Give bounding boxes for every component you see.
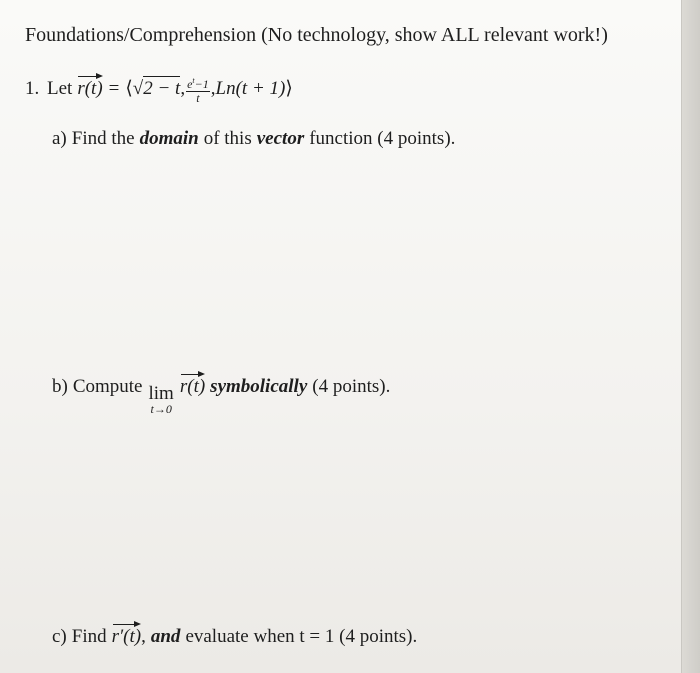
part-a-emphasis-domain: domain xyxy=(139,128,199,149)
question-number: 1. xyxy=(25,78,40,99)
limit-subscript: t→0 xyxy=(150,402,172,416)
part-c-emphasis-and: and xyxy=(150,626,181,647)
part-c-prompt xyxy=(52,622,417,648)
part-a-emphasis-vector: vector xyxy=(256,128,305,149)
open-angle-bracket: ⟨ xyxy=(125,78,133,99)
part-c-label: c) xyxy=(52,626,67,647)
part-b-label: b) xyxy=(52,376,68,397)
part-b-text-before: Compute xyxy=(72,376,143,397)
part-c-vector-r-prime-of-t: r′(t) xyxy=(112,622,141,648)
vector-r-of-t: r(t) xyxy=(77,74,102,100)
component-comma-1: , xyxy=(180,78,186,99)
equals-sign: = xyxy=(108,78,120,99)
close-angle-bracket: ⟩ xyxy=(285,78,293,99)
section-heading: Foundations/Comprehension (No technology, show ALL relevant work!) xyxy=(25,24,608,46)
part-b-emphasis-symbolically: symbolically xyxy=(210,376,308,397)
part-c-text-after: evaluate when t = 1 (4 points). xyxy=(185,626,418,647)
fraction-denominator: t xyxy=(196,91,200,105)
log-component: Ln(t + 1) xyxy=(215,78,286,99)
numerator-rest: −1 xyxy=(194,77,209,91)
component-comma-2: , xyxy=(210,78,216,99)
part-b-text-after: (4 points). xyxy=(312,376,391,397)
part-b-vector-r-of-t: r(t) xyxy=(180,372,205,398)
sqrt-symbol-icon: √ xyxy=(132,78,144,99)
numerator-base: e xyxy=(187,77,193,91)
part-c-comma: , xyxy=(141,626,146,647)
let-word: Let xyxy=(47,78,73,99)
limit-word: lim xyxy=(148,383,174,404)
limit-expression xyxy=(149,385,174,415)
vector-function-definition xyxy=(77,74,292,111)
part-a-text-middle: of this xyxy=(203,128,252,149)
part-a-label: a) xyxy=(52,128,67,149)
part-b-prompt xyxy=(52,372,391,416)
part-c-text-before: Find xyxy=(71,626,107,647)
fraction-component xyxy=(186,74,210,105)
question-1-statement xyxy=(25,74,293,111)
fraction-numerator xyxy=(186,74,210,92)
part-a-text-after: function (4 points). xyxy=(309,128,456,149)
numerator-exponent: t xyxy=(192,76,195,85)
sqrt-component xyxy=(133,76,181,100)
page-edge xyxy=(681,0,700,673)
part-a-text-before: Find the xyxy=(71,128,135,149)
sqrt-radicand: 2 − t xyxy=(143,78,181,99)
part-a-prompt xyxy=(52,128,455,150)
